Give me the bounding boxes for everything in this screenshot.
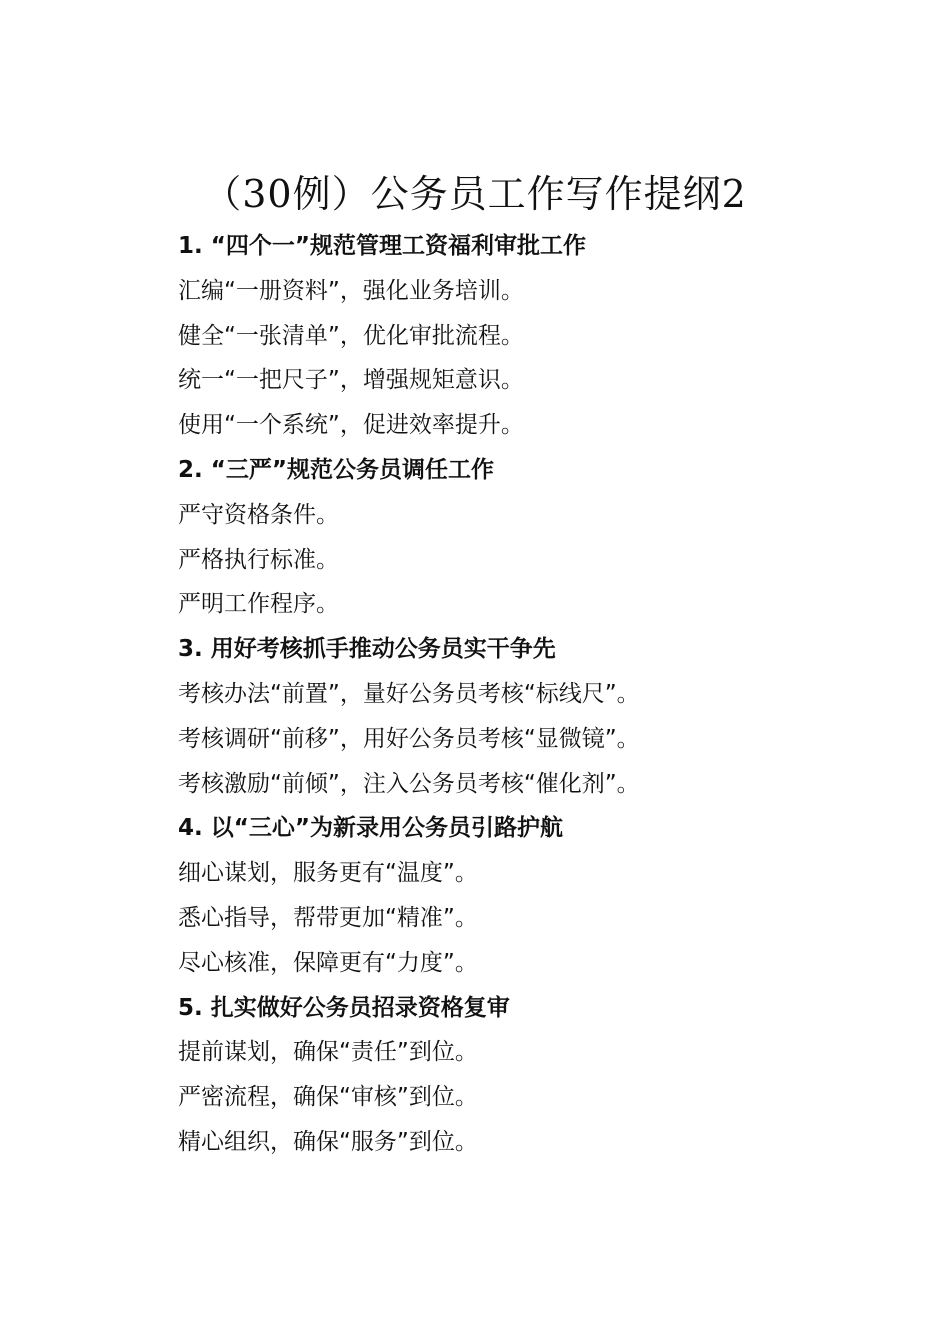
document-title: （30例）公务员工作写作提纲2 xyxy=(203,172,747,216)
list-item: 严明工作程序。 xyxy=(178,591,339,618)
list-item: 严守资格条件。 xyxy=(178,501,339,528)
document-body xyxy=(178,224,738,1165)
section-heading: 3. 用好考核抓手推动公务员实干争先 xyxy=(178,636,556,663)
list-item: 健全“一张清单”，优化审批流程。 xyxy=(178,322,524,349)
section-4 xyxy=(178,806,738,985)
section-3 xyxy=(178,627,738,806)
list-item: 考核调研“前移”，用好公务员考核“显微镜”。 xyxy=(178,725,640,752)
list-item: 汇编“一册资料”，强化业务培训。 xyxy=(178,277,524,304)
list-item: 严密流程，确保“审核”到位。 xyxy=(178,1084,478,1111)
list-item: 使用“一个系统”，促进效率提升。 xyxy=(178,412,524,439)
section-1 xyxy=(178,224,738,448)
list-item: 严格执行标准。 xyxy=(178,546,339,573)
list-item: 考核激励“前倾”，注入公务员考核“催化剂”。 xyxy=(178,770,640,797)
section-5 xyxy=(178,986,738,1165)
section-heading: 4. 以“三心”为新录用公务员引路护航 xyxy=(178,815,563,842)
list-item: 提前谋划，确保“责任”到位。 xyxy=(178,1039,478,1066)
list-item: 精心组织，确保“服务”到位。 xyxy=(178,1128,478,1155)
list-item: 细心谋划，服务更有“温度”。 xyxy=(178,860,478,887)
list-item: 考核办法“前置”，量好公务员考核“标线尺”。 xyxy=(178,680,640,707)
section-heading: 1. “四个一”规范管理工资福利审批工作 xyxy=(178,233,586,259)
list-item: 尽心核准，保障更有“力度”。 xyxy=(178,949,478,976)
section-heading: 5. 扎实做好公务员招录资格复审 xyxy=(178,994,510,1021)
section-2 xyxy=(178,448,738,627)
section-heading: 2. “三严”规范公务员调任工作 xyxy=(178,456,494,483)
list-item: 悉心指导，帮带更加“精准”。 xyxy=(178,904,478,931)
list-item: 统一“一把尺子”，增强规矩意识。 xyxy=(178,367,524,394)
